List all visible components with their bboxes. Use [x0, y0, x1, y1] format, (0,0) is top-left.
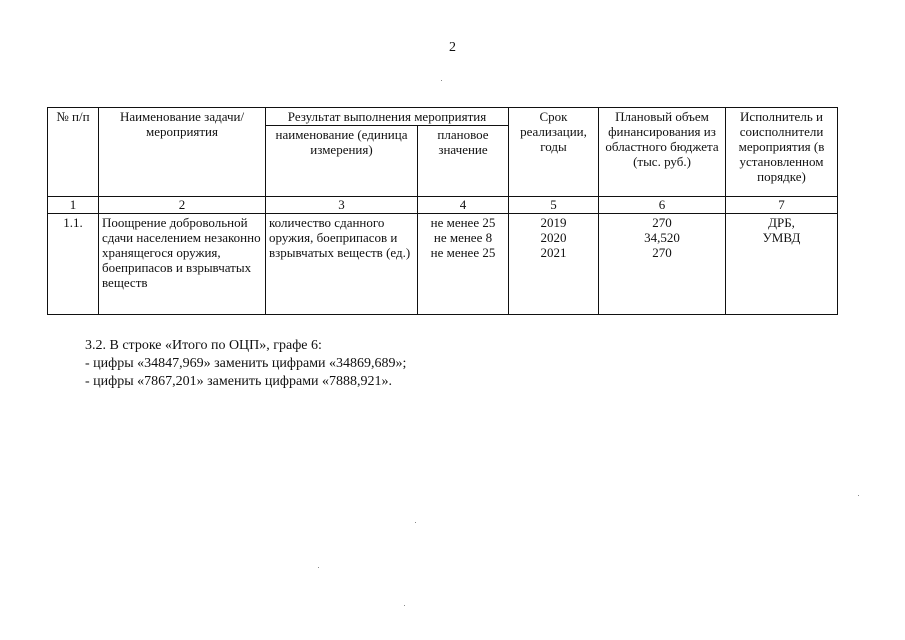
- header-task-name: Наименование задачи/ мероприятия: [99, 108, 266, 197]
- funding-value: 270: [652, 215, 672, 230]
- page-number: 2: [449, 40, 456, 55]
- column-number-row: [48, 197, 838, 214]
- row-task-name: Поощрение добровольной сдачи населением незаконно хранящегося оружия, боеприпасов и взрывчатых веществ: [99, 214, 266, 315]
- row-planned-values: [418, 214, 509, 315]
- column-number: 5: [509, 197, 599, 214]
- funding-value: 34,520: [644, 230, 680, 245]
- column-number: 1: [48, 197, 99, 214]
- executor: УМВД: [762, 230, 801, 245]
- row-number: 1.1.: [48, 214, 99, 315]
- year: 2021: [540, 245, 567, 260]
- row-years: [509, 214, 599, 315]
- column-number: 3: [266, 197, 418, 214]
- column-number: 4: [418, 197, 509, 214]
- row-executors: [726, 214, 838, 315]
- column-number: 6: [599, 197, 726, 214]
- scan-speck: [318, 567, 319, 568]
- table-header-row: [48, 108, 838, 126]
- year: 2020: [540, 230, 567, 245]
- header-executors: Исполнитель и соисполнители мероприятия (в установленном порядке): [726, 108, 838, 197]
- table-row: [48, 214, 838, 315]
- column-number: 7: [726, 197, 838, 214]
- column-number: 2: [99, 197, 266, 214]
- header-funding: Плановый объем финансирования из областного бюджета (тыс. руб.): [599, 108, 726, 197]
- amendment-item: - цифры «7867,201» заменить цифрами «7888,921».: [85, 374, 393, 389]
- header-term: Срок реализации, годы: [509, 108, 599, 197]
- scan-speck: [858, 495, 859, 496]
- scan-speck: [441, 80, 442, 81]
- amendment-paragraph: 3.2. В строке «Итого по ОЦП», графе 6:: [85, 338, 322, 353]
- year: 2019: [540, 215, 567, 230]
- header-number: № п/п: [48, 108, 99, 197]
- header-indicator-name: наименование (единица измерения): [266, 126, 418, 197]
- row-funding: [599, 214, 726, 315]
- amendment-item: - цифры «34847,969» заменить цифрами «34869,689»;: [85, 356, 407, 371]
- row-indicator: количество сданного оружия, боеприпасов и взрывчатых веществ (ед.): [266, 214, 418, 315]
- funding-value: 270: [652, 245, 672, 260]
- executor: ДРБ,: [768, 215, 795, 230]
- planned-value: не менее 25: [430, 245, 496, 260]
- header-planned-value: плановое значение: [418, 126, 509, 197]
- program-table: [47, 107, 838, 315]
- scan-speck: [415, 522, 416, 523]
- planned-value: не менее 25: [430, 215, 496, 230]
- header-result-group: Результат выполнения мероприятия: [266, 108, 509, 126]
- scan-speck: [404, 605, 405, 606]
- planned-value: не менее 8: [433, 230, 493, 245]
